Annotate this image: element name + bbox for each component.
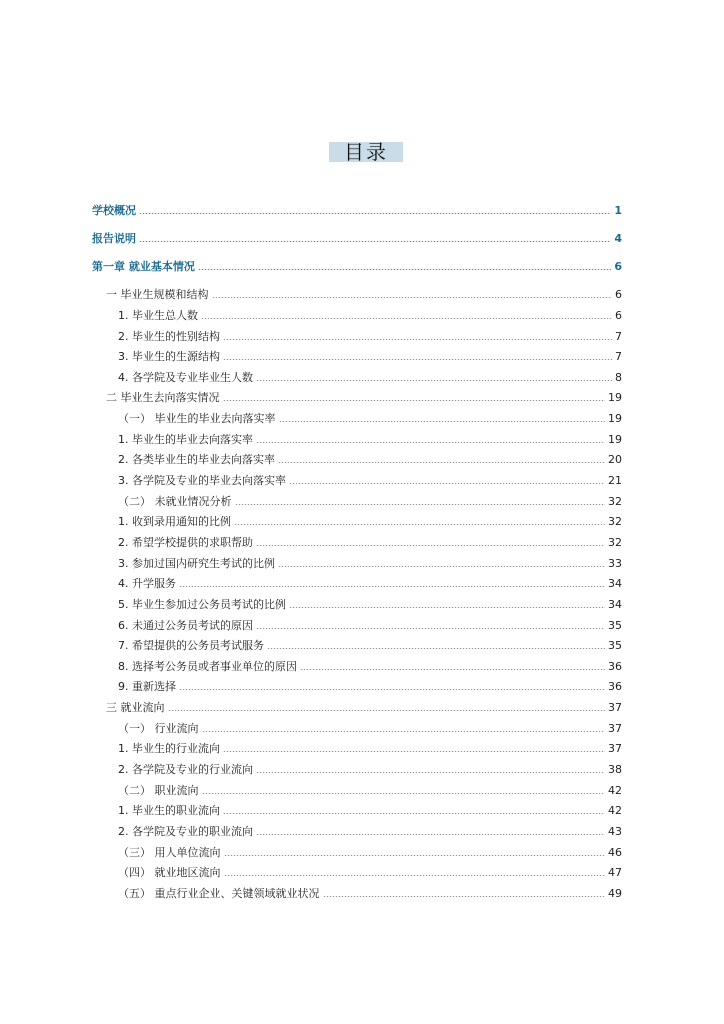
toc-label: （三） 用人单位流向 [118, 846, 221, 859]
toc-label: 1. 毕业生的行业流向 [118, 742, 220, 755]
toc-entry[interactable] [118, 596, 622, 612]
toc-page-number: 49 [608, 886, 622, 900]
toc-page-number: 35 [608, 618, 622, 632]
toc-page-number: 35 [608, 638, 622, 652]
toc-page-number: 37 [608, 741, 622, 755]
dot-leader [179, 689, 605, 690]
toc-label: 9. 重新选择 [118, 680, 176, 693]
toc-page-number: 32 [608, 514, 622, 528]
toc-page-number: 36 [608, 659, 622, 673]
dot-leader [256, 772, 605, 773]
toc-page-number: 37 [608, 721, 622, 735]
toc-label: 2. 各学院及专业的行业流向 [118, 763, 253, 776]
toc-label: 三 就业流向 [106, 701, 165, 714]
toc-entry[interactable] [118, 864, 622, 880]
toc-entry[interactable] [106, 389, 622, 405]
dot-leader [224, 855, 606, 856]
toc-entry[interactable] [118, 761, 622, 777]
dot-leader [267, 648, 605, 649]
toc-page-number: 19 [608, 411, 622, 425]
toc-page-number: 37 [608, 700, 622, 714]
dot-leader [139, 213, 611, 214]
toc-entry[interactable] [118, 555, 622, 571]
dot-leader [202, 731, 606, 732]
dot-leader [256, 834, 605, 835]
dot-leader [256, 380, 612, 381]
toc-entry[interactable] [118, 410, 622, 426]
toc-page-number: 7 [615, 349, 622, 363]
dot-leader [256, 442, 605, 443]
toc-label: 二 毕业生去向落实情况 [106, 391, 220, 404]
dot-leader [202, 793, 606, 794]
toc-entry-school-overview[interactable] [92, 202, 622, 218]
dot-leader [223, 359, 612, 360]
toc-page-number: 6 [615, 308, 622, 322]
toc-entry[interactable] [118, 885, 622, 901]
dot-leader [168, 710, 606, 711]
toc-page-number: 34 [608, 576, 622, 590]
toc-page-number: 36 [608, 679, 622, 693]
toc-page-number: 42 [608, 783, 622, 797]
toc-page-number: 34 [608, 597, 622, 611]
toc-page-number: 19 [608, 390, 622, 404]
toc-label: （一） 行业流向 [118, 722, 199, 735]
toc-entry[interactable] [118, 823, 622, 839]
toc-label: 6. 未通过公务员考试的原因 [118, 619, 253, 632]
toc-label: 1. 收到录用通知的比例 [118, 515, 231, 528]
dot-leader [198, 269, 612, 270]
dot-leader [289, 483, 605, 484]
toc-entry[interactable] [118, 575, 622, 591]
toc-label: 5. 毕业生参加过公务员考试的比例 [118, 598, 286, 611]
toc-page-number: 42 [608, 803, 622, 817]
dot-leader [278, 462, 605, 463]
toc-entry[interactable] [118, 451, 622, 467]
toc-label: 学校概况 [92, 204, 136, 217]
toc-entry[interactable] [118, 844, 622, 860]
toc-entry[interactable] [118, 740, 622, 756]
toc-entry-report-notes[interactable] [92, 230, 622, 246]
dot-leader [223, 339, 612, 340]
dot-leader [278, 566, 605, 567]
dot-leader [234, 524, 605, 525]
dot-leader [289, 607, 605, 608]
toc-entry-chapter-1[interactable] [92, 258, 622, 274]
dot-leader [323, 896, 606, 897]
toc-label: 2. 希望学校提供的求职帮助 [118, 536, 253, 549]
toc-label: （四） 就业地区流向 [118, 866, 221, 879]
toc-page-number: 4 [614, 231, 622, 245]
toc-page-number: 38 [608, 762, 622, 776]
dot-leader [179, 586, 605, 587]
toc-page-number: 33 [608, 556, 622, 570]
toc-label: 4. 各学院及专业毕业生人数 [118, 371, 253, 384]
toc-title: 目录 [329, 142, 403, 162]
toc-page-number: 47 [608, 865, 622, 879]
toc-entry[interactable] [118, 328, 622, 344]
toc-entry[interactable] [118, 637, 622, 653]
toc-label: 3. 参加过国内研究生考试的比例 [118, 557, 275, 570]
toc-entry[interactable] [118, 617, 622, 633]
toc-label: 7. 希望提供的公务员考试服务 [118, 639, 264, 652]
toc-page-number: 20 [608, 452, 622, 466]
toc-label: 报告说明 [92, 232, 136, 245]
dot-leader [235, 504, 606, 505]
toc-label: 第一章 就业基本情况 [92, 260, 195, 273]
toc-entry[interactable] [118, 431, 622, 447]
toc-entry[interactable] [118, 658, 622, 674]
toc-entry[interactable] [106, 699, 622, 715]
toc-label: （五） 重点行业企业、关键领域就业状况 [118, 887, 320, 900]
toc-label: 1. 毕业生总人数 [118, 309, 198, 322]
dot-leader [256, 628, 605, 629]
toc-entry[interactable] [118, 307, 622, 323]
toc-page-number: 19 [608, 432, 622, 446]
toc-label: 8. 选择考公务员或者事业单位的原因 [118, 660, 297, 673]
toc-label: 2. 毕业生的性别结构 [118, 330, 220, 343]
toc-entry[interactable] [118, 720, 622, 736]
toc-page-number: 21 [608, 473, 622, 487]
toc-page-number: 8 [615, 370, 622, 384]
toc-page-number: 6 [614, 259, 622, 273]
toc-page-number: 43 [608, 824, 622, 838]
toc-entry[interactable] [118, 348, 622, 364]
dot-leader [201, 318, 612, 319]
dot-leader [223, 751, 605, 752]
toc-entry[interactable] [118, 534, 622, 550]
toc-label: 1. 毕业生的职业流向 [118, 804, 220, 817]
toc-entry[interactable] [118, 472, 622, 488]
toc-label: 一 毕业生规模和结构 [106, 288, 209, 301]
toc-entry[interactable] [118, 513, 622, 529]
toc-entry[interactable] [106, 286, 622, 302]
toc-label: 3. 毕业生的生源结构 [118, 350, 220, 363]
toc-label: 1. 毕业生的毕业去向落实率 [118, 433, 253, 446]
toc-entry[interactable] [118, 369, 622, 385]
toc-label: （二） 未就业情况分析 [118, 495, 232, 508]
toc-entry[interactable] [118, 678, 622, 694]
toc-page-number: 46 [608, 845, 622, 859]
toc-label: 2. 各学院及专业的职业流向 [118, 825, 253, 838]
toc-entry[interactable] [118, 493, 622, 509]
dot-leader [256, 545, 605, 546]
dot-leader [212, 297, 613, 298]
toc-page-number: 1 [614, 203, 622, 217]
toc-page-number: 32 [608, 494, 622, 508]
dot-leader [279, 421, 606, 422]
toc-entry[interactable] [118, 802, 622, 818]
toc-label: 3. 各学院及专业的毕业去向落实率 [118, 474, 286, 487]
dot-leader [223, 813, 605, 814]
toc-page-number: 6 [615, 287, 622, 301]
toc-entry[interactable] [118, 782, 622, 798]
toc-page-number: 32 [608, 535, 622, 549]
dot-leader [223, 400, 606, 401]
dot-leader [224, 875, 606, 876]
toc-label: （一） 毕业生的毕业去向落实率 [118, 412, 276, 425]
toc-page-number: 7 [615, 329, 622, 343]
dot-leader [139, 241, 611, 242]
toc-label: 2. 各类毕业生的毕业去向落实率 [118, 453, 275, 466]
dot-leader [300, 669, 605, 670]
toc-label: （二） 职业流向 [118, 784, 199, 797]
toc-label: 4. 升学服务 [118, 577, 176, 590]
